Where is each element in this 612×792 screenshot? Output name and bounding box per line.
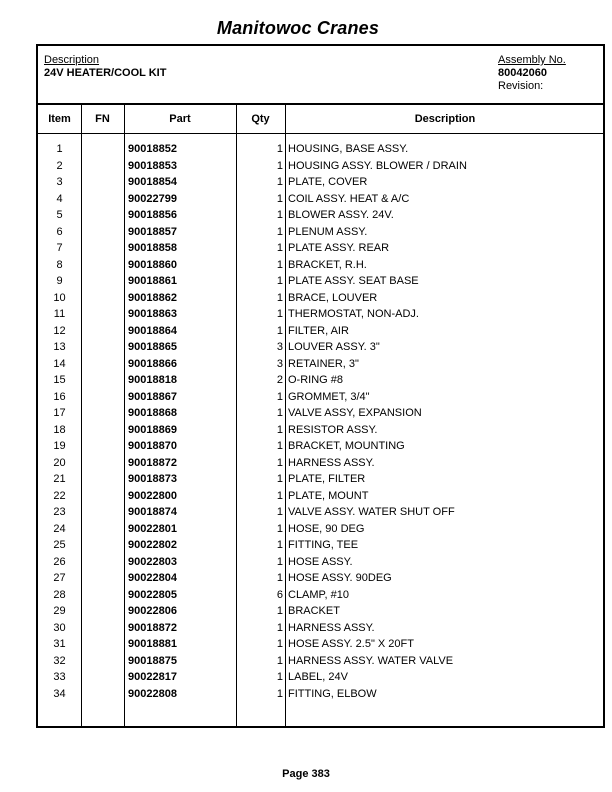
quantity: 1 bbox=[276, 638, 283, 650]
quantity: 1 bbox=[276, 390, 283, 403]
item-number: 25 bbox=[53, 539, 66, 551]
table-row bbox=[38, 570, 603, 587]
part-description: HOSE ASSY. 2.5" X 20FT bbox=[288, 638, 414, 650]
quantity: 1 bbox=[276, 621, 283, 634]
item-number: 19 bbox=[53, 440, 66, 452]
quantity: 1 bbox=[276, 539, 283, 551]
table-row bbox=[38, 554, 603, 571]
table-row bbox=[38, 207, 603, 224]
item-number: 3 bbox=[56, 176, 63, 188]
table-row bbox=[38, 306, 603, 323]
part-description: BRACE, LOUVER bbox=[288, 291, 378, 304]
part-description: GROMMET, 3/4" bbox=[288, 390, 370, 403]
part-description: O-RING #8 bbox=[288, 374, 344, 386]
item-number: 16 bbox=[53, 390, 66, 403]
quantity: 1 bbox=[276, 671, 283, 683]
item-number: 18 bbox=[53, 423, 66, 436]
table-row bbox=[38, 240, 603, 257]
part-number: 90018873 bbox=[128, 473, 177, 485]
item-number: 31 bbox=[53, 638, 66, 650]
item-number: 22 bbox=[53, 489, 66, 502]
part-number: 90018874 bbox=[128, 506, 177, 518]
part-description: RETAINER, 3" bbox=[288, 357, 359, 370]
item-number: 14 bbox=[53, 357, 66, 370]
part-description: HOSE ASSY. 90DEG bbox=[288, 572, 392, 584]
part-number: 90018863 bbox=[128, 308, 177, 320]
assembly-number-block bbox=[498, 54, 566, 93]
part-description: HOUSING ASSY. BLOWER / DRAIN bbox=[288, 159, 467, 172]
part-number: 90018858 bbox=[128, 242, 177, 254]
part-description: PLATE ASSY. REAR bbox=[288, 242, 390, 254]
table-row bbox=[38, 372, 603, 389]
item-number: 29 bbox=[53, 605, 66, 617]
column-header-description: Description bbox=[414, 113, 476, 125]
part-description: RESISTOR ASSY. bbox=[288, 423, 378, 436]
item-number: 11 bbox=[53, 308, 66, 320]
part-number: 90018869 bbox=[128, 423, 177, 436]
revision-label: Revision: bbox=[498, 80, 544, 92]
quantity: 1 bbox=[276, 473, 283, 485]
quantity: 2 bbox=[276, 374, 283, 386]
item-number: 2 bbox=[56, 159, 63, 172]
item-number: 1 bbox=[56, 143, 63, 155]
part-description: HARNESS ASSY. bbox=[288, 456, 375, 469]
part-description: COIL ASSY. HEAT & A/C bbox=[288, 192, 410, 205]
item-number: 17 bbox=[53, 407, 66, 419]
part-number: 90022803 bbox=[128, 555, 177, 568]
part-number: 90018818 bbox=[128, 374, 177, 386]
column-header-item: Item bbox=[48, 113, 71, 125]
part-number: 90018866 bbox=[128, 357, 177, 370]
quantity: 1 bbox=[276, 209, 283, 221]
table-row bbox=[38, 686, 603, 703]
part-description: BRACKET bbox=[288, 605, 340, 617]
table-row bbox=[38, 290, 603, 307]
description-label: Description bbox=[44, 54, 100, 66]
quantity: 1 bbox=[276, 506, 283, 518]
part-number: 90018853 bbox=[128, 159, 177, 172]
parts-list-frame bbox=[36, 44, 605, 728]
item-number: 5 bbox=[56, 209, 63, 221]
part-description: THERMOSTAT, NON-ADJ. bbox=[288, 308, 419, 320]
part-description: FILTER, AIR bbox=[288, 324, 349, 337]
part-number: 90022806 bbox=[128, 605, 177, 617]
table-row bbox=[38, 141, 603, 158]
table-row bbox=[38, 620, 603, 637]
table-row bbox=[38, 504, 603, 521]
table-header bbox=[38, 105, 603, 134]
part-description: BRACKET, R.H. bbox=[288, 258, 367, 271]
column-header-part: Part bbox=[169, 113, 191, 125]
table-row bbox=[38, 455, 603, 472]
table-row bbox=[38, 257, 603, 274]
table-row bbox=[38, 636, 603, 653]
table-row bbox=[38, 339, 603, 356]
assembly-number-label: Assembly No. bbox=[498, 54, 566, 66]
table-row bbox=[38, 224, 603, 241]
item-number: 15 bbox=[53, 374, 66, 386]
part-description: PLATE, COVER bbox=[288, 176, 368, 188]
part-number: 90022805 bbox=[128, 588, 177, 601]
quantity: 1 bbox=[276, 192, 283, 205]
part-description: HOUSING, BASE ASSY. bbox=[288, 143, 409, 155]
quantity: 1 bbox=[276, 225, 283, 238]
part-number: 90022817 bbox=[128, 671, 177, 683]
item-number: 21 bbox=[53, 473, 66, 485]
part-number: 90022801 bbox=[128, 522, 177, 535]
part-number: 90022799 bbox=[128, 192, 177, 205]
table-row bbox=[38, 587, 603, 604]
part-description: PLATE, MOUNT bbox=[288, 489, 369, 502]
part-description: HARNESS ASSY. bbox=[288, 621, 375, 634]
part-number: 90018865 bbox=[128, 341, 177, 353]
table-row bbox=[38, 273, 603, 290]
quantity: 3 bbox=[276, 357, 283, 370]
part-description: PLATE ASSY. SEAT BASE bbox=[288, 275, 419, 287]
part-number: 90018881 bbox=[128, 638, 177, 650]
part-number: 90022802 bbox=[128, 539, 177, 551]
quantity: 3 bbox=[276, 341, 283, 353]
part-description: LOUVER ASSY. 3" bbox=[288, 341, 380, 353]
table-row bbox=[38, 537, 603, 554]
quantity: 1 bbox=[276, 440, 283, 452]
quantity: 1 bbox=[276, 159, 283, 172]
table-row bbox=[38, 405, 603, 422]
part-number: 90022804 bbox=[128, 572, 177, 584]
description-value: 24V HEATER/COOL KIT bbox=[44, 67, 167, 79]
item-number: 33 bbox=[53, 671, 66, 683]
item-number: 13 bbox=[53, 341, 66, 353]
column-header-fn: FN bbox=[95, 113, 110, 125]
table-row bbox=[38, 603, 603, 620]
quantity: 1 bbox=[276, 654, 283, 667]
part-number: 90018868 bbox=[128, 407, 177, 419]
part-number: 90018862 bbox=[128, 291, 177, 304]
item-number: 4 bbox=[56, 192, 63, 205]
part-number: 90018861 bbox=[128, 275, 177, 287]
quantity: 1 bbox=[276, 522, 283, 535]
part-number: 90018872 bbox=[128, 456, 177, 469]
part-description: FITTING, ELBOW bbox=[288, 687, 377, 700]
quantity: 1 bbox=[276, 456, 283, 469]
quantity: 1 bbox=[276, 687, 283, 700]
item-number: 6 bbox=[56, 225, 63, 238]
item-number: 27 bbox=[53, 572, 66, 584]
part-number: 90022800 bbox=[128, 489, 177, 502]
part-description: PLATE, FILTER bbox=[288, 473, 366, 485]
item-number: 10 bbox=[53, 291, 66, 304]
part-number: 90018864 bbox=[128, 324, 177, 337]
item-number: 9 bbox=[56, 275, 63, 287]
quantity: 1 bbox=[276, 324, 283, 337]
parts-table-body bbox=[38, 141, 603, 702]
quantity: 1 bbox=[276, 572, 283, 584]
part-description: BRACKET, MOUNTING bbox=[288, 440, 405, 452]
assembly-description-block bbox=[44, 54, 166, 80]
part-description: HOSE ASSY. bbox=[288, 555, 353, 568]
item-number: 8 bbox=[56, 258, 63, 271]
page-title: Manitowoc Cranes bbox=[216, 18, 380, 38]
part-description: HARNESS ASSY. WATER VALVE bbox=[288, 654, 454, 667]
item-number: 26 bbox=[53, 555, 66, 568]
part-number: 90018867 bbox=[128, 390, 177, 403]
item-number: 32 bbox=[53, 654, 66, 667]
table-row bbox=[38, 174, 603, 191]
quantity: 1 bbox=[276, 308, 283, 320]
item-number: 23 bbox=[53, 506, 66, 518]
item-number: 28 bbox=[53, 588, 66, 601]
part-description: HOSE, 90 DEG bbox=[288, 522, 365, 535]
item-number: 12 bbox=[53, 324, 66, 337]
table-row bbox=[38, 389, 603, 406]
part-number: 90022808 bbox=[128, 687, 177, 700]
part-description: VALVE ASSY. WATER SHUT OFF bbox=[288, 506, 455, 518]
table-row bbox=[38, 422, 603, 439]
part-number: 90018854 bbox=[128, 176, 177, 188]
table-row bbox=[38, 356, 603, 373]
column-header-qty: Qty bbox=[251, 113, 270, 125]
page-number: Page 383 bbox=[282, 768, 330, 780]
item-number: 24 bbox=[53, 522, 66, 535]
table-row bbox=[38, 471, 603, 488]
quantity: 1 bbox=[276, 489, 283, 502]
part-number: 90018870 bbox=[128, 440, 177, 452]
table-row bbox=[38, 669, 603, 686]
part-number: 90018860 bbox=[128, 258, 177, 271]
part-number: 90018857 bbox=[128, 225, 177, 238]
quantity: 1 bbox=[276, 605, 283, 617]
part-number: 90018875 bbox=[128, 654, 177, 667]
quantity: 1 bbox=[276, 143, 283, 155]
item-number: 7 bbox=[56, 242, 63, 254]
part-description: LABEL, 24V bbox=[288, 671, 348, 683]
part-description: BLOWER ASSY. 24V. bbox=[288, 209, 394, 221]
quantity: 1 bbox=[276, 423, 283, 436]
part-description: FITTING, TEE bbox=[288, 539, 359, 551]
table-row bbox=[38, 488, 603, 505]
part-number: 90018852 bbox=[128, 143, 177, 155]
quantity: 1 bbox=[276, 176, 283, 188]
quantity: 1 bbox=[276, 291, 283, 304]
quantity: 1 bbox=[276, 258, 283, 271]
table-row bbox=[38, 653, 603, 670]
part-description: CLAMP, #10 bbox=[288, 588, 349, 601]
part-description: VALVE ASSY, EXPANSION bbox=[288, 407, 422, 419]
item-number: 30 bbox=[53, 621, 66, 634]
item-number: 20 bbox=[53, 456, 66, 469]
table-row bbox=[38, 438, 603, 455]
part-number: 90018872 bbox=[128, 621, 177, 634]
part-description: PLENUM ASSY. bbox=[288, 225, 368, 238]
table-row bbox=[38, 521, 603, 538]
assembly-number-value: 80042060 bbox=[498, 67, 547, 79]
quantity: 1 bbox=[276, 275, 283, 287]
item-number: 34 bbox=[53, 687, 66, 700]
table-row bbox=[38, 158, 603, 175]
quantity: 1 bbox=[276, 407, 283, 419]
quantity: 6 bbox=[276, 588, 283, 601]
assembly-header bbox=[38, 46, 603, 105]
table-row bbox=[38, 191, 603, 208]
quantity: 1 bbox=[276, 242, 283, 254]
table-row bbox=[38, 323, 603, 340]
part-number: 90018856 bbox=[128, 209, 177, 221]
quantity: 1 bbox=[276, 555, 283, 568]
